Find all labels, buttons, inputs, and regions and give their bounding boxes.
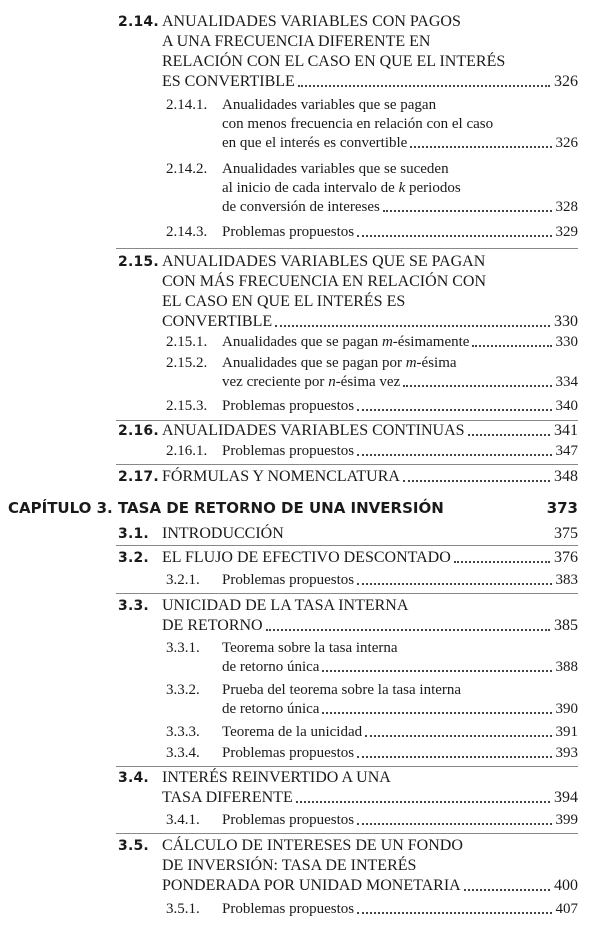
title-line: EL CASO EN QUE EL INTERÉS ES	[162, 293, 406, 310]
leader-dots	[357, 756, 551, 758]
title-line: de retorno única	[222, 701, 320, 717]
page-number: 341	[554, 422, 578, 439]
page-number: 394	[554, 789, 578, 806]
page-number: 328	[555, 199, 578, 215]
page-number: 373	[546, 499, 578, 517]
section-number: 2.14.	[118, 14, 159, 30]
page-number: 326	[554, 73, 578, 90]
title-line: CON MÁS FRECUENCIA EN RELACIÓN CON	[162, 273, 487, 290]
title-line: Problemas propuestos	[222, 398, 355, 414]
page-number: 334	[555, 374, 578, 390]
page-number: 393	[555, 745, 578, 761]
title-line: ANUALIDADES VARIABLES CONTINUAS	[162, 422, 465, 439]
leader-dots	[365, 735, 551, 737]
section-number: 2.15.	[118, 254, 159, 270]
title-line: Problemas propuestos	[222, 224, 355, 240]
subsection-number: 2.14.2.	[166, 161, 208, 177]
leader-dots	[298, 85, 550, 87]
leader-dots	[322, 670, 551, 672]
section-number: 2.17.	[118, 469, 159, 485]
page-number: 340	[555, 398, 578, 414]
leader-dots	[472, 345, 551, 347]
title-line: ANUALIDADES VARIABLES QUE SE PAGAN	[162, 253, 486, 270]
title-line: CÁLCULO DE INTERESES DE UN FONDO	[162, 837, 463, 854]
title-line: CONVERTIBLE	[162, 313, 273, 330]
subsection-number: 3.3.2.	[166, 682, 200, 698]
title-line: EL FLUJO DE EFECTIVO DESCONTADO	[162, 549, 451, 566]
leader-dots	[403, 480, 550, 482]
title-line: INTERÉS REINVERTIDO A UNA	[162, 769, 391, 786]
subsection-number: 3.5.1.	[166, 901, 200, 917]
page-number: 348	[554, 468, 578, 485]
subsection-number: 3.2.1.	[166, 572, 200, 588]
title-line: en que el interés es convertible	[222, 135, 408, 151]
title-line: Anualidades variables que se pagan	[222, 97, 437, 113]
leader-dots	[322, 712, 551, 714]
page-number: 330	[555, 334, 578, 350]
section-number: 3.4.	[118, 770, 149, 786]
title-line: DE INVERSIÓN: TASA DE INTERÉS	[162, 857, 417, 874]
title-line: Anualidades variables que se suceden	[222, 161, 449, 177]
subsection-number: 3.4.1.	[166, 812, 200, 828]
title-line: INTRODUCCIÓN	[162, 525, 284, 542]
divider	[116, 248, 578, 249]
divider	[116, 545, 578, 546]
leader-dots	[357, 235, 551, 237]
title-line: RELACIÓN CON EL CASO EN QUE EL INTERÉS	[162, 53, 506, 70]
leader-dots	[296, 801, 550, 803]
subsection-number: 3.3.1.	[166, 640, 200, 656]
subsection-number: 2.16.1.	[166, 443, 208, 459]
page-number: 330	[554, 313, 578, 330]
divider	[116, 766, 578, 767]
subsection-number: 2.15.1.	[166, 334, 208, 350]
title-line: UNICIDAD DE LA TASA INTERNA	[162, 597, 409, 614]
leader-dots	[275, 325, 550, 327]
title-line: Teorema de la unicidad	[222, 724, 363, 740]
leader-dots	[357, 823, 551, 825]
page-number: 383	[555, 572, 578, 588]
title-line: con menos frecuencia en relación con el caso	[222, 116, 494, 132]
page-number: 347	[555, 443, 578, 459]
subsection-number: 2.15.2.	[166, 355, 208, 371]
leader-dots	[403, 385, 551, 387]
title-line: TASA DIFERENTE	[162, 789, 293, 806]
title-line: Teorema sobre la tasa interna	[222, 640, 398, 656]
page-number: 326	[555, 135, 578, 151]
leader-dots	[410, 146, 551, 148]
leader-dots	[266, 629, 550, 631]
section-number: 3.3.	[118, 598, 149, 614]
subsection-number: 2.14.3.	[166, 224, 208, 240]
subsection-number: 2.14.1.	[166, 97, 208, 113]
page-number: 329	[555, 224, 578, 240]
title-line: ANUALIDADES VARIABLES CON PAGOS	[162, 13, 461, 30]
page-number: 388	[555, 659, 578, 675]
title-line: PONDERADA POR UNIDAD MONETARIA	[162, 877, 461, 894]
leader-dots	[468, 434, 550, 436]
title-line: Prueba del teorema sobre la tasa interna	[222, 682, 462, 698]
section-number: 2.16.	[118, 423, 159, 439]
title-line: DE RETORNO	[162, 617, 263, 634]
divider	[116, 593, 578, 594]
title-line: A UNA FRECUENCIA DIFERENTE EN	[162, 33, 431, 50]
title-line: vez creciente por n-ésima vez	[222, 374, 401, 390]
section-title	[162, 596, 578, 636]
page-number: 390	[555, 701, 578, 717]
toc-section-2-14[interactable]	[118, 12, 578, 90]
section-title	[162, 467, 578, 487]
section-title	[162, 524, 578, 544]
leader-dots	[357, 583, 551, 585]
section-title	[162, 548, 578, 568]
toc-chapter-3[interactable]	[8, 498, 578, 518]
page-number: 385	[554, 617, 578, 634]
subsection-number: 2.15.3.	[166, 398, 208, 414]
section-title	[162, 421, 578, 441]
section-number: 3.1.	[118, 526, 149, 542]
title-line: FÓRMULAS Y NOMENCLATURA	[162, 468, 400, 485]
leader-dots	[454, 561, 550, 563]
leader-dots	[357, 454, 551, 456]
divider	[116, 833, 578, 834]
section-number: 3.5.	[118, 838, 149, 854]
divider	[116, 464, 578, 465]
page-number: 376	[554, 549, 578, 566]
page-number: 391	[555, 724, 578, 740]
page-number: 400	[554, 877, 578, 894]
title-line: Problemas propuestos	[222, 745, 355, 761]
title-line: Anualidades que se pagan por m-ésima	[222, 355, 457, 371]
title-line: de conversión de intereses	[222, 199, 380, 215]
page-number: 375	[554, 525, 578, 542]
title-line: Anualidades que se pagan m-ésimamente	[222, 334, 470, 350]
page-number: 407	[555, 901, 578, 917]
leader-dots	[383, 210, 552, 212]
title-line: al inicio de cada intervalo de k periodos	[222, 180, 461, 196]
section-title	[162, 768, 578, 808]
title-line: Problemas propuestos	[222, 812, 355, 828]
title-line: ES CONVERTIBLE	[162, 73, 295, 90]
section-title	[162, 836, 578, 896]
leader-dots	[464, 889, 550, 891]
section-number: 3.2.	[118, 550, 149, 566]
title-line: Problemas propuestos	[222, 572, 355, 588]
title-line: Problemas propuestos	[222, 443, 355, 459]
page-number: 399	[555, 812, 578, 828]
subsection-number: 3.3.4.	[166, 745, 200, 761]
leader-dots	[357, 912, 551, 914]
leader-dots	[357, 409, 551, 411]
chapter-title: CAPÍTULO 3. TASA DE RETORNO DE UNA INVERSIÓN	[8, 499, 444, 517]
title-line: Problemas propuestos	[222, 901, 355, 917]
section-title	[162, 12, 578, 92]
title-line: de retorno única	[222, 659, 320, 675]
subsection-number: 3.3.3.	[166, 724, 200, 740]
section-title	[162, 252, 578, 332]
